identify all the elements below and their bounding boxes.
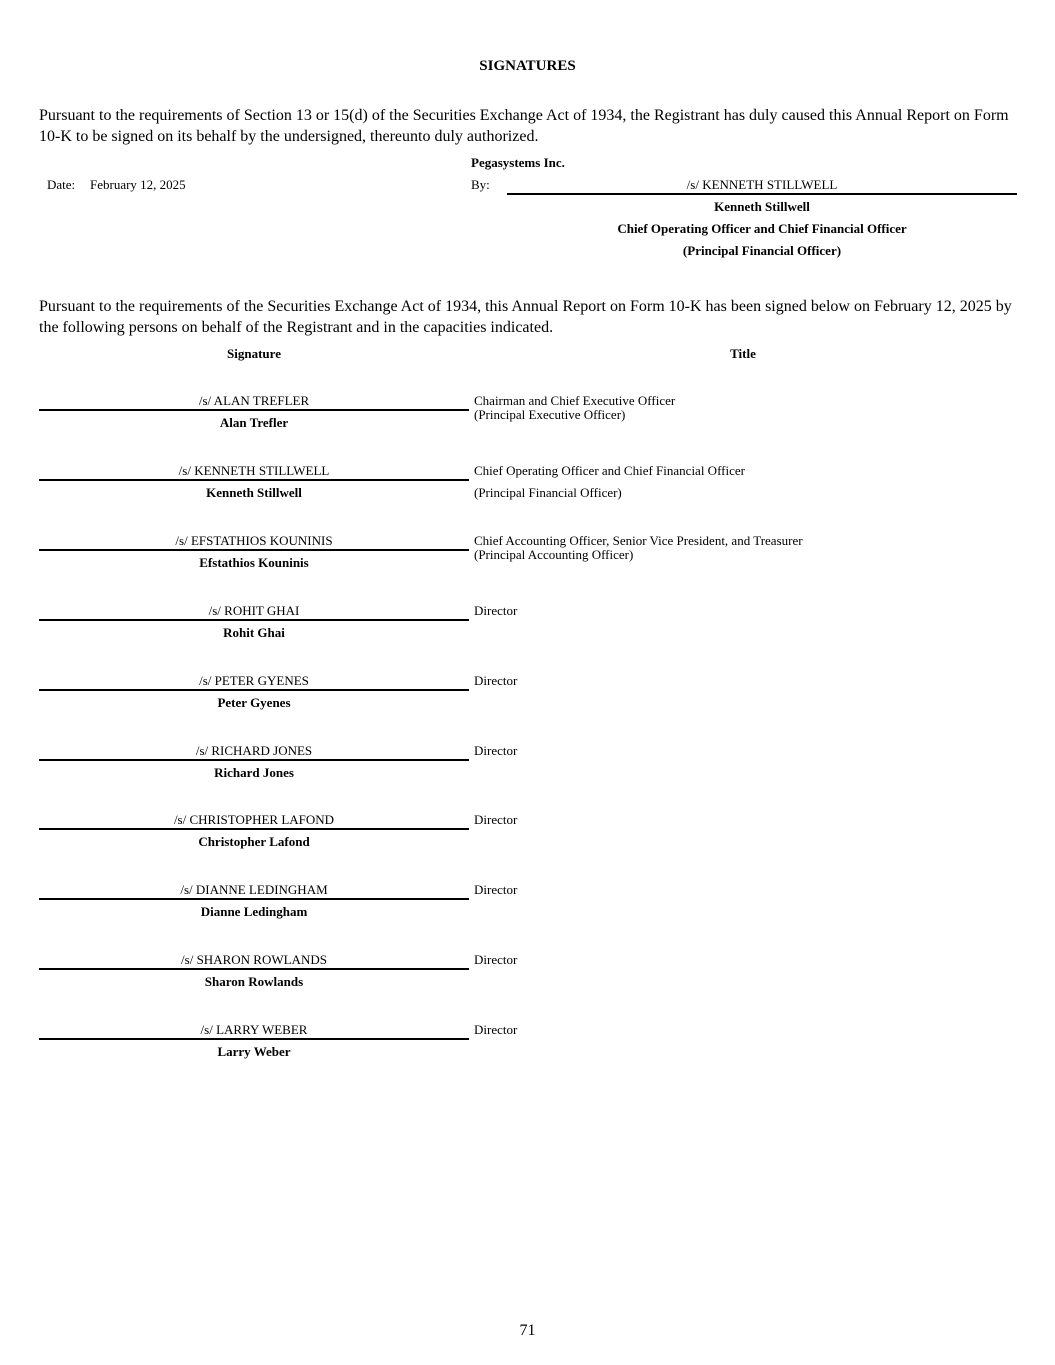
signature-text: /s/ ROHIT GHAI (208, 603, 300, 618)
page-number: 71 (519, 1322, 536, 1339)
signature-row (0, 393, 1055, 463)
signature-row (0, 743, 1055, 813)
signer-title-line2: (Principal Financial Officer) (474, 485, 622, 500)
signature-row (0, 812, 1055, 882)
signature-line (39, 479, 469, 481)
signature-line (39, 828, 469, 830)
signature-line (39, 689, 469, 691)
signer-name: Richard Jones (214, 765, 294, 780)
company-signature-line (507, 193, 1017, 195)
title-column-header: Title (730, 346, 756, 361)
company-signer-title: Chief Operating Officer and Chief Financial Officer (617, 221, 907, 236)
page-title: SIGNATURES (479, 58, 576, 74)
by-label: By: (471, 177, 490, 192)
signature-text: /s/ CHRISTOPHER LAFOND (173, 812, 335, 827)
signature-text: /s/ PETER GYENES (199, 673, 309, 688)
signature-text: /s/ KENNETH STILLWELL (178, 463, 330, 478)
signer-name: Larry Weber (217, 1044, 291, 1059)
signer-title: Director (474, 673, 518, 688)
signature-line (39, 549, 469, 551)
signature-row (0, 952, 1055, 1022)
signer-title: Chief Accounting Officer, Senior Vice President, and Treasurer (474, 533, 803, 548)
signature-text: /s/ ALAN TREFLER (198, 393, 310, 408)
signature-text: /s/ EFSTATHIOS KOUNINIS (175, 533, 333, 548)
signer-title: Director (474, 882, 518, 897)
signature-row (0, 673, 1055, 743)
signature-line (39, 1038, 469, 1040)
signature-line (39, 759, 469, 761)
signer-title: Director (474, 952, 518, 967)
signature-column-header: Signature (227, 346, 281, 361)
signature-line (39, 619, 469, 621)
company-signature: /s/ KENNETH STILLWELL (686, 177, 838, 192)
date-label: Date: (47, 177, 76, 192)
signer-name: Rohit Ghai (223, 625, 285, 640)
signer-name: Dianne Ledingham (200, 904, 308, 919)
authorization-paragraph: Pursuant to the requirements of Section 13 or 15(d) of the Securities Exchange Act of 1934, the Registrant has duly caused this Annual Report on Form 10-K to be signed on its behalf by the undersigned, thereunto duly authorized. (39, 107, 1009, 145)
company-signer-role: (Principal Financial Officer) (682, 243, 842, 258)
signature-row (0, 533, 1055, 603)
signature-line (39, 898, 469, 900)
signer-title: Chairman and Chief Executive Officer (474, 393, 676, 408)
signature-row (0, 463, 1055, 533)
signer-title: Director (474, 603, 518, 618)
signer-name: Kenneth Stillwell (206, 485, 302, 500)
signer-name: Efstathios Kouninis (199, 555, 309, 570)
signer-name: Alan Trefler (219, 415, 289, 430)
capacities-paragraph: Pursuant to the requirements of the Securities Exchange Act of 1934, this Annual Report on Form 10-K has been signed below on February 12, 2025 by the following persons on behalf of the Registrant and in the capacities indicated. (39, 298, 1012, 336)
date-value: February 12, 2025 (90, 177, 186, 192)
signature-row (0, 882, 1055, 952)
signer-name: Christopher Lafond (198, 834, 310, 849)
signer-title-line2: (Principal Accounting Officer) (474, 547, 634, 562)
signer-title: Director (474, 743, 518, 758)
signer-title: Director (474, 1022, 518, 1037)
signer-name: Peter Gyenes (217, 695, 291, 710)
signer-title-line2: (Principal Executive Officer) (474, 407, 626, 422)
signer-name: Sharon Rowlands (204, 974, 304, 989)
company-name: Pegasystems Inc. (471, 155, 565, 170)
signature-text: /s/ RICHARD JONES (195, 743, 313, 758)
signature-text: /s/ DIANNE LEDINGHAM (180, 882, 328, 897)
signer-title: Director (474, 812, 518, 827)
signature-text: /s/ LARRY WEBER (200, 1022, 308, 1037)
signer-title: Chief Operating Officer and Chief Financial Officer (474, 463, 745, 478)
signature-row (0, 1022, 1055, 1092)
signature-row (0, 603, 1055, 673)
signature-text: /s/ SHARON ROWLANDS (181, 952, 327, 967)
company-signer-name: Kenneth Stillwell (714, 199, 810, 214)
signature-line (39, 968, 469, 970)
signature-line (39, 409, 469, 411)
